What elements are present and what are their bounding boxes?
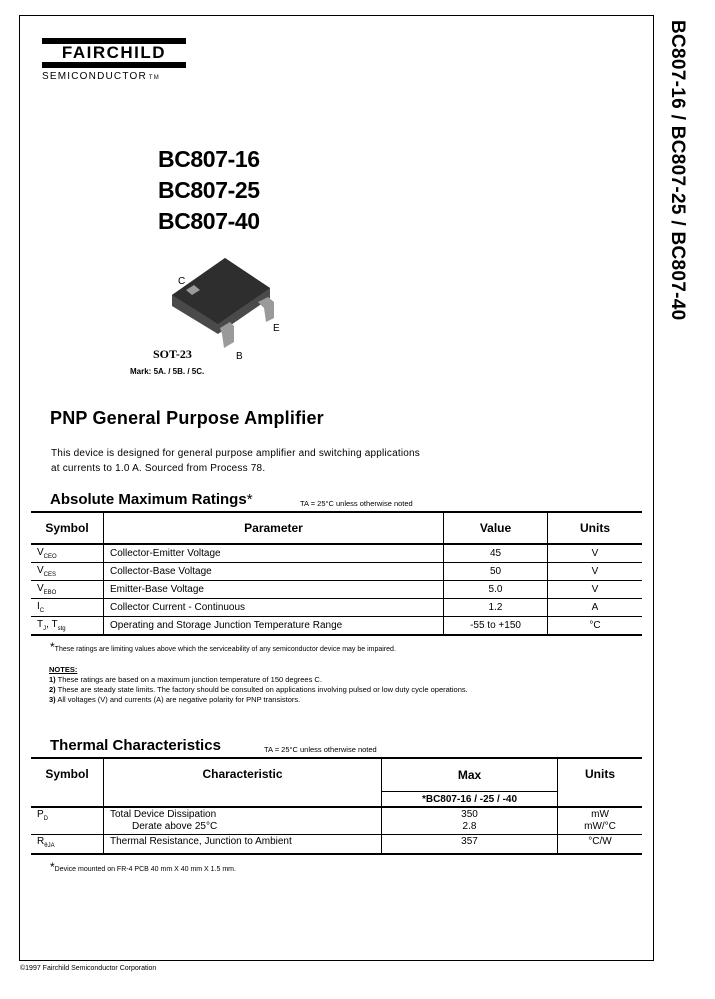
table-row [31,807,642,835]
units-cell: V [548,544,643,563]
characteristic-cell: Total Device Dissipation Derate above 25°C [104,807,382,835]
table-row [31,617,642,636]
max-cell: 357 [382,835,558,855]
symbol-cell: $P_D$ [31,807,104,835]
pin-e-label: E [273,323,280,334]
parameter-cell: Emitter-Base Voltage [104,581,444,599]
max-subheader: *BC807-16 / -25 / -40 [382,792,558,808]
device-title: PNP General Purpose Amplifier [50,408,324,428]
table-row [31,835,642,855]
symbol-cell: $V_{CES}$ [31,563,104,581]
value-cell: 5.0 [444,581,548,599]
value-cell: 50 [444,563,548,581]
logo-bar-bottom [42,62,186,68]
fairchild-logo [42,38,186,84]
thermal-title: Thermal Characteristics [50,737,221,754]
abs-max-table [31,511,642,636]
parameter-cell: Collector-Base Voltage [104,563,444,581]
symbol-cell: $T_J$, $T_{stg}$ [37,619,66,632]
logo-sub: SEMICONDUCTOR TM [42,71,160,82]
col-parameter: Parameter [104,512,444,544]
col-symbol: Symbol [31,512,104,544]
units-cell: mW mW/°C [558,807,643,835]
parameter-cell: Collector-Emitter Voltage [104,544,444,563]
col-characteristic: Characteristic [104,758,382,807]
col-max: Max [382,758,558,792]
pin-c-label: C [178,276,186,287]
value-cell: -55 to +150 [444,617,548,636]
table-header-row [31,758,642,792]
table-header-row [31,512,642,544]
notes-heading: NOTES: [49,665,78,674]
part-number: BC807-25 [158,177,260,203]
pin-b-label: B [236,351,243,362]
note-item: 2) These are steady state limits. The factory should be consulted on applications involving pulsed or low duty cycle operations. [49,685,468,694]
units-cell: °C/W [558,835,643,855]
package-name: SOT-23 [153,347,192,361]
parameter-cell: Operating and Storage Junction Temperature Range [104,617,444,636]
note-item: 1) These ratings are based on a maximum junction temperature of 150 degrees C. [49,675,322,684]
part-number: BC807-40 [158,208,260,234]
col-value: Value [444,512,548,544]
table-row [31,544,642,563]
value-cell: 45 [444,544,548,563]
col-units: Units [558,758,643,807]
table-row [31,581,642,599]
col-symbol: Symbol [31,758,104,807]
units-cell: V [548,581,643,599]
abs-max-title: Absolute Maximum Ratings* [50,491,253,508]
abs-max-condition: TA = 25°C unless otherwise noted [300,499,413,508]
symbol-cell: $R_{\theta JA}$ [37,836,55,849]
value-cell: 1.2 [444,599,548,617]
max-cell: 350 2.8 [382,807,558,835]
vertical-title: BC807-16 / BC807-25 / BC807-40 [667,20,688,321]
part-numbers [158,144,260,237]
parameter-cell: Collector Current - Continuous [104,599,444,617]
symbol-cell: $V_{CEO}$ [31,544,104,563]
note-item: 3) All voltages (V) and currents (A) are negative polarity for PNP transistors. [49,695,301,704]
characteristic-cell: Thermal Resistance, Junction to Ambient [104,835,382,855]
thermal-condition: TA = 25°C unless otherwise noted [264,745,377,754]
col-units: Units [548,512,643,544]
table-row [31,563,642,581]
thermal-table [31,757,642,855]
thermal-footnote: *Device mounted on FR-4 PCB 40 mm X 40 mm X 1.5 mm. [50,860,236,874]
units-cell: °C [548,617,643,636]
logo-name: FAIRCHILD [61,43,167,62]
units-cell: V [548,563,643,581]
abs-max-footnote: *These ratings are limiting values above which the serviceability of any semiconductor device may be impaired. [50,640,396,654]
symbol-cell: $V_{EBO}$ [31,581,104,599]
package-mark: Mark: 5A. / 5B. / 5C. [130,367,205,376]
units-cell: A [548,599,643,617]
table-row [31,599,642,617]
copyright: ©1997 Fairchild Semiconductor Corporation [20,965,157,972]
part-number: BC807-16 [158,146,260,172]
sot23-package [130,250,290,380]
device-description: This device is designed for general purpose amplifier and switching applications at currents to 1.0 A. Sourced from Process 78. [51,448,420,474]
sot23-drawing [130,250,290,360]
notes-block [49,665,468,705]
symbol-cell: $I_C$ [31,599,104,617]
